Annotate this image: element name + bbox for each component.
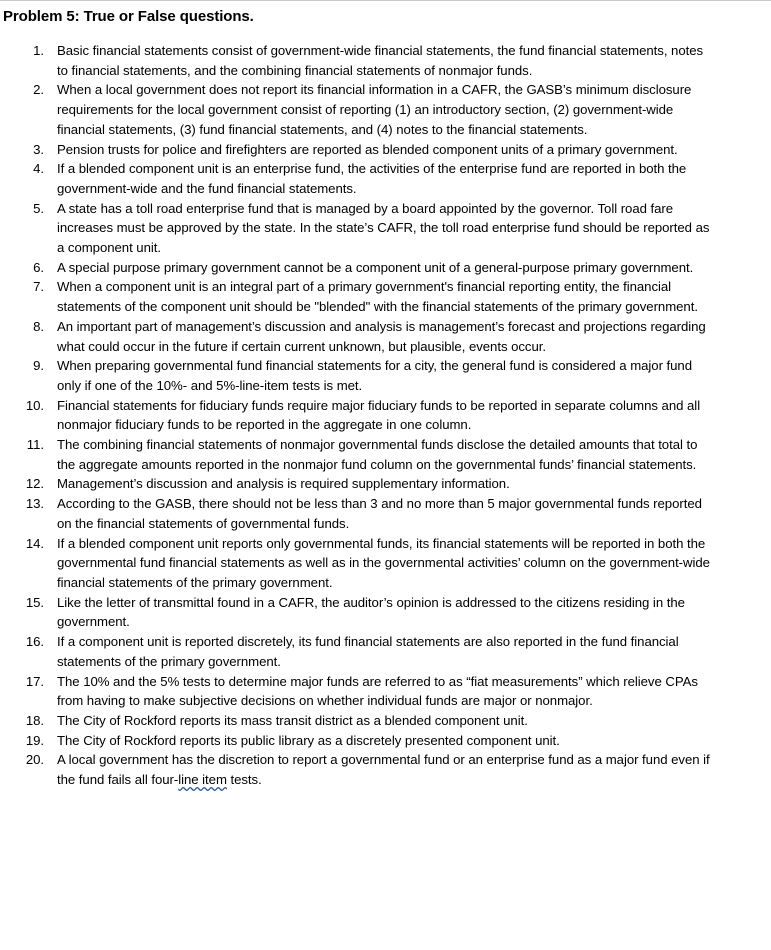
item-number: 11. — [26, 437, 44, 453]
item-number: 6. — [33, 259, 44, 275]
item-text: A state has a toll road enterprise fund that is managed by a board appointed by the governor. Toll road fare increases must be approved by the state. In the state’s CAFR, the toll road enterprise fund should be reported as a component unit. — [57, 200, 710, 256]
list-item — [0, 731, 771, 751]
list-item — [0, 435, 771, 474]
item-text: Financial statements for fiduciary funds require major fiduciary funds to be reported in separate columns and all nonmajor fiduciary funds to be reported in the aggregate in one column. — [57, 397, 701, 433]
item-text: When preparing governmental fund financial statements for a city, the general fund is considered a major fund only if one of the 10%- and 5%-line-item tests is met. — [57, 358, 692, 393]
item-text: Pension trusts for police and firefighters are reported as blended component units of a primary government. — [57, 141, 678, 157]
item-text: A special purpose primary government cannot be a component unit of a general-purpose primary government. — [57, 259, 694, 275]
item-number: 3. — [33, 141, 44, 157]
spellcheck-marked-text: line item — [178, 772, 227, 788]
item-text: When a component unit is an integral part of a primary government's financial reporting entity, the financial statements of the component unit should be "blended" with the financial statements of the primary government. — [57, 279, 698, 315]
list-item — [0, 140, 771, 160]
item-number: 17. — [25, 673, 44, 689]
item-number: 20. — [25, 752, 44, 768]
item-number: 16. — [25, 634, 44, 650]
problem-title: Problem 5: True or False questions. — [3, 8, 254, 25]
list-item — [0, 356, 771, 395]
item-number: 9. — [33, 358, 44, 374]
item-text-end: tests. — [226, 772, 262, 788]
list-item — [0, 80, 771, 139]
item-number: 5. — [33, 200, 44, 216]
question-list — [0, 41, 771, 790]
item-text: The combining financial statements of nonmajor governmental funds disclose the detailed amounts that total to the aggregate amounts reported in the nonmajor fund column on the governmental funds’ financial statements. — [57, 437, 698, 472]
item-text: According to the GASB, there should not be less than 3 and no more than 5 major governmental funds reported on the financial statements of governmental funds. — [57, 496, 702, 531]
list-item — [0, 593, 771, 632]
item-text: The City of Rockford reports its mass transit district as a blended component unit. — [57, 712, 528, 728]
item-number: 15. — [25, 594, 44, 610]
item-number: 14. — [25, 535, 44, 551]
list-item — [0, 159, 771, 198]
item-text: When a local government does not report its financial information in a CAFR, the GASB’s minimum disclosure requirements for the local government consist of reporting (1) an introductory section, (2) government-wide financial statements, (3) fund financial statements, and (4) notes to the financial statements. — [57, 82, 692, 137]
list-item — [0, 534, 771, 593]
list-item — [0, 396, 771, 435]
item-number: 18. — [25, 712, 44, 728]
list-item — [0, 258, 771, 278]
item-text: The City of Rockford reports its public library as a discretely presented component unit. — [57, 732, 560, 748]
item-text: Like the letter of transmittal found in a CAFR, the auditor’s opinion is addressed to the citizens residing in the government. — [57, 594, 685, 630]
item-number: 4. — [33, 161, 44, 177]
list-item — [0, 317, 771, 356]
list-item — [0, 672, 771, 711]
item-number: 10. — [25, 397, 44, 413]
list-item — [0, 494, 771, 533]
list-item — [0, 711, 771, 731]
item-text: If a component unit is reported discretely, its fund financial statements are also reported in the fund financial statements of the primary government. — [57, 634, 679, 669]
item-text: Basic financial statements consist of government-wide financial statements, the fund financial statements, notes to financial statements, and the combining financial statements of nonmajor funds. — [57, 43, 704, 78]
item-text: If a blended component unit reports only governmental funds, its financial statements will be reported in both the governmental fund financial statements as well as in the governmental activities’ column on the government-wide financial statements of the primary government. — [57, 535, 710, 590]
list-item — [0, 41, 771, 80]
item-number: 19. — [25, 732, 44, 748]
list-item — [0, 199, 771, 258]
item-text: If a blended component unit is an enterprise fund, the activities of the enterprise fund are reported in both the government-wide and the fund financial statements. — [57, 161, 687, 196]
item-text: A local government has the discretion to report a governmental fund or an enterprise fund as a major fund even if the fund fails all four- — [57, 752, 710, 788]
list-item — [0, 277, 771, 316]
item-text: Management’s discussion and analysis is required supplementary information. — [57, 476, 510, 492]
item-number: 8. — [33, 318, 44, 334]
item-text: An important part of management’s discussion and analysis is management’s forecast and projections regarding what could occur in the future if certain current unknown, but plausible, events occur. — [57, 318, 706, 354]
list-item — [0, 750, 771, 789]
item-number: 13. — [25, 496, 44, 512]
item-number: 2. — [33, 82, 44, 98]
item-text: The 10% and the 5% tests to determine major funds are referred to as “fiat measurements” which relieve CPAs from having to make subjective decisions on whether individual funds are major or nonmajor. — [57, 673, 698, 709]
list-item — [0, 632, 771, 671]
item-number: 12. — [25, 476, 44, 492]
item-number: 1. — [33, 43, 44, 58]
item-number: 7. — [33, 279, 44, 295]
list-item — [0, 474, 771, 494]
